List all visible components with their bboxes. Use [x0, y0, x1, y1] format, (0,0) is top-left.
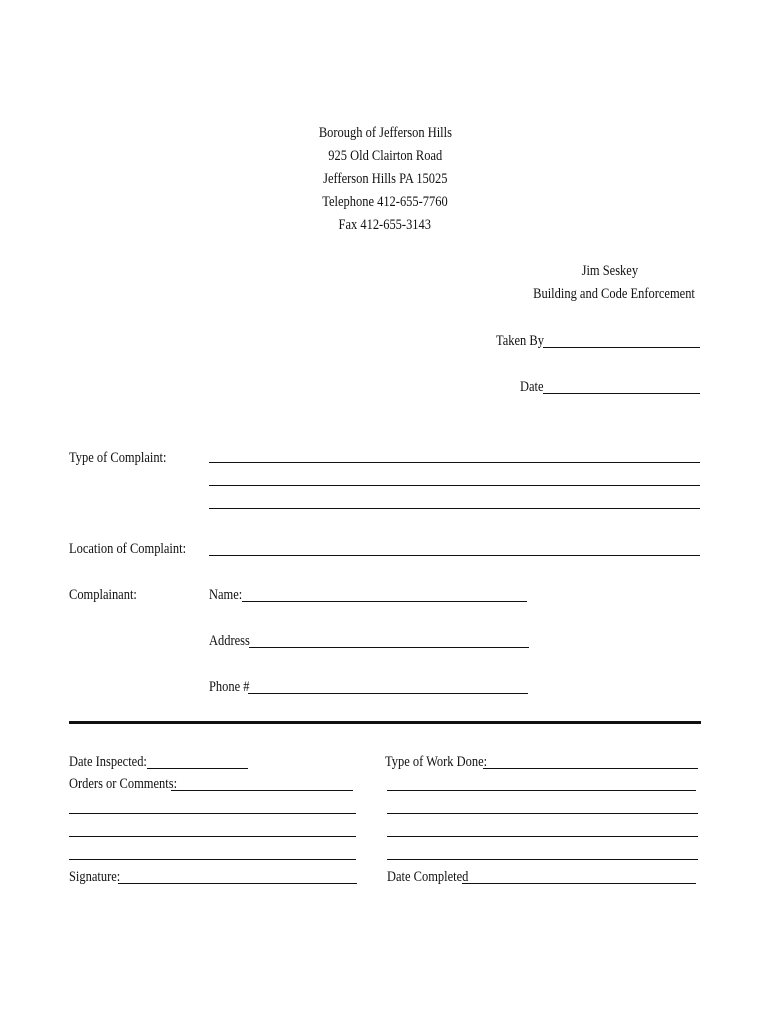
complainant-address-label: Address — [209, 633, 250, 649]
official-title: Building and Code Enforcement — [533, 286, 695, 302]
location-of-complaint-label: Location of Complaint: — [69, 541, 187, 557]
orders-comments-line-1[interactable] — [171, 790, 353, 791]
type-of-work-done-line-3[interactable] — [387, 813, 698, 814]
type-of-work-done-label: Type of Work Done: — [385, 754, 488, 770]
orders-comments-line-2[interactable] — [69, 813, 356, 814]
type-of-complaint-line-1[interactable] — [209, 462, 700, 463]
type-of-work-done-line-4[interactable] — [387, 836, 698, 837]
official-name: Jim Seskey — [581, 263, 639, 279]
header-city: Jefferson Hills PA 15025 — [322, 171, 448, 187]
date-completed-line[interactable] — [462, 883, 696, 884]
orders-comments-line-4[interactable] — [69, 859, 356, 860]
taken-by-label: Taken By — [496, 333, 544, 349]
location-of-complaint-line[interactable] — [209, 555, 700, 556]
header-street: 925 Old Clairton Road — [328, 148, 442, 164]
orders-comments-label: Orders or Comments: — [69, 776, 178, 792]
date-inspected-label: Date Inspected: — [69, 754, 147, 770]
header-org: Borough of Jefferson Hills — [318, 125, 452, 141]
date-inspected-line[interactable] — [147, 768, 248, 769]
orders-comments-line-3[interactable] — [69, 836, 356, 837]
complainant-name-line[interactable] — [242, 601, 527, 602]
intake-date-line[interactable] — [543, 393, 700, 394]
taken-by-line[interactable] — [543, 347, 700, 348]
signature-line[interactable] — [118, 883, 357, 884]
type-of-complaint-line-3[interactable] — [209, 508, 700, 509]
complainant-address-line[interactable] — [249, 647, 529, 648]
section-divider — [69, 721, 701, 724]
type-of-work-done-line-1[interactable] — [483, 768, 698, 769]
header-fax: Fax 412-655-3143 — [338, 217, 432, 233]
header-phone: Telephone 412-655-7760 — [322, 194, 448, 210]
complainant-phone-label: Phone # — [209, 679, 250, 695]
type-of-complaint-line-2[interactable] — [209, 485, 700, 486]
type-of-work-done-line-5[interactable] — [387, 859, 698, 860]
complainant-label: Complainant: — [69, 587, 137, 603]
signature-label: Signature: — [69, 869, 121, 885]
intake-date-label: Date — [520, 379, 544, 395]
date-completed-label: Date Completed — [387, 869, 469, 885]
type-of-complaint-label: Type of Complaint: — [69, 450, 167, 466]
complainant-name-label: Name: — [209, 587, 243, 603]
type-of-work-done-line-2[interactable] — [387, 790, 696, 791]
complainant-phone-line[interactable] — [248, 693, 528, 694]
